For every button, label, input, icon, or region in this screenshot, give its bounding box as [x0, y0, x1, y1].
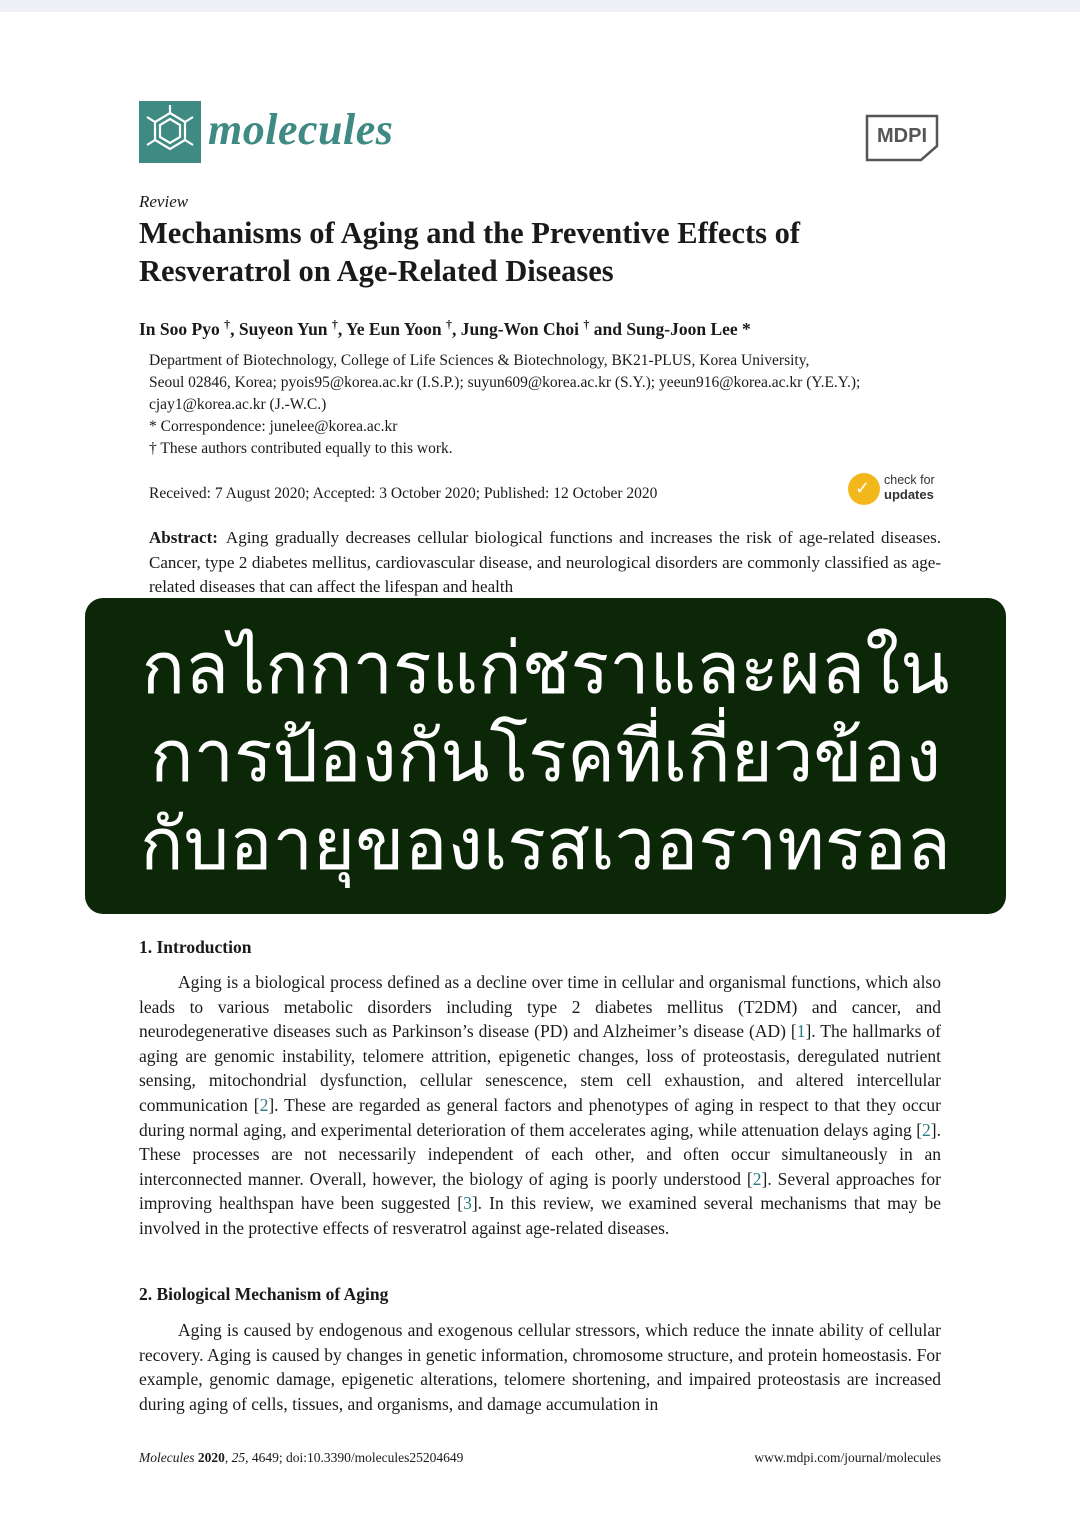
section-heading: 2. Biological Mechanism of Aging	[139, 1284, 389, 1304]
journal-logo-text: molecules	[208, 105, 394, 154]
molecules-logo-icon	[139, 101, 201, 163]
author-mark: †	[583, 317, 590, 331]
check-updates-line2: updates	[884, 487, 934, 502]
citation-link[interactable]: 2	[922, 1119, 931, 1140]
publication-dates: Received: 7 August 2020; Accepted: 3 October 2020; Published: 12 October 2020	[149, 485, 658, 502]
footer-doi: , 4649; doi:10.3390/molecules25204649	[245, 1450, 464, 1465]
author-name: Ye Eun Yoon	[346, 318, 442, 339]
author-name: Jung-Won Choi	[460, 318, 579, 339]
author-name: Suyeon Yun	[238, 318, 328, 339]
author-name: In Soo Pyo	[139, 318, 220, 339]
footer-year: 2020	[197, 1450, 225, 1465]
title-line: Mechanisms of Aging and the Preventive Effects of	[139, 216, 801, 250]
author-list: In Soo Pyo †, Suyeon Yun †, Ye Eun Yoon †, Jung-Won Choi † and Sung-Joon Lee *	[139, 317, 751, 339]
affiliation-line: cjay1@korea.ac.kr (J.-W.C.)	[149, 396, 327, 413]
paragraph-text: ]. The hallmarks of aging are genomic instability, telomere attrition, epigenetic changes, loss of proteostasis, deregulated nutrient sensing, mitochondrial dysfunction, cellular senescence, stem cell exhaustion, and altered intercellular communication [	[139, 1021, 941, 1115]
affiliation-line: Department of Biotechnology, College of Life Sciences & Biotechnology, BK21-PLUS, Korea University,	[149, 352, 810, 369]
check-icon: ✓	[848, 473, 880, 505]
footer-citation: Molecules 2020, 25, 4649; doi:10.3390/molecules25204649	[139, 1450, 464, 1465]
overlay-line: กลไกการแก่ชราและผลใน	[141, 626, 950, 710]
abstract	[149, 526, 941, 600]
paragraph-text: Aging is a biological process defined as a decline over time in cellular and organismal functions, which also leads to various metabolic disorders including type 2 diabetes mellitus (T2DM) and cancer, and neurodegenerative diseases such as Parkinson’s disease (PD) and Alzheimer’s disease (AD) [	[139, 972, 941, 1042]
footer-journal: Molecules	[139, 1450, 195, 1465]
article-type: Review	[139, 192, 189, 211]
mechanism-paragraph: Aging is caused by endogenous and exogenous cellular stressors, which reduce the innate ability of cellular recovery. Aging is caused by changes in genetic information, chromosome structure, and protein homeostasis. For example, genomic damage, epigenetic alterations, telomere shortening, and impaired proteostasis are increased during aging of cells, tissues, and organisms, and damage accumulation in	[139, 1320, 941, 1414]
affiliation-line: Seoul 02846, Korea; pyois95@korea.ac.kr (I.S.P.); suyun609@korea.ac.kr (S.Y.); yeeun916@korea.ac.kr (Y.E.Y.);	[149, 374, 861, 391]
thai-title-overlay	[85, 598, 1006, 914]
footer-volume: 25	[231, 1450, 246, 1465]
article-title	[139, 214, 959, 290]
equal-contribution-note: † These authors contributed equally to this work.	[149, 440, 453, 457]
author-mark: †	[224, 317, 231, 331]
paragraph-text: ]. These processes are not necessarily independent of each other, and often occur simultaneously in an interconnected manner. Overall, however, the biology of aging is poorly understood [	[139, 1119, 941, 1189]
citation-link[interactable]: 2	[259, 1094, 269, 1115]
mdpi-logo	[863, 112, 941, 162]
author-mark: †	[331, 317, 338, 331]
abstract-label: Abstract:	[149, 528, 218, 547]
check-updates-line1: check for	[884, 473, 935, 487]
mdpi-logo-text: MDPI	[877, 125, 927, 147]
paragraph-text: ]. Several approaches for improving healthspan have been suggested [	[139, 1168, 941, 1214]
author-name: Sung-Joon Lee	[626, 318, 738, 339]
introduction-paragraph	[139, 970, 941, 1241]
affiliation-block	[149, 350, 949, 460]
check-for-updates-badge[interactable]	[848, 471, 948, 507]
abstract-text: Aging gradually decreases cellular biological functions and increases the risk of age-related diseases. Cancer, type 2 diabetes mellitus, cardiovascular disease, and neurological disorders are commonly classified as age-related diseases that can affect the lifespan and health	[149, 528, 941, 596]
author-mark: †	[446, 317, 453, 331]
correspondence-line: * Correspondence: junelee@korea.ac.kr	[149, 418, 398, 435]
journal-url-link[interactable]: www.mdpi.com/journal/molecules	[754, 1450, 941, 1465]
author-mark: *	[742, 318, 751, 339]
paragraph-text: ]. In this review, we examined several mechanisms that may be involved in the protective effects of resveratrol against age-related diseases.	[139, 1193, 941, 1238]
citation-link[interactable]: 2	[752, 1168, 762, 1189]
title-line: Resveratrol on Age-Related Diseases	[139, 254, 614, 288]
paragraph-text: ]. These are regarded as general factors and phenotypes of aging in respect to that they occur during normal aging, and experimental deterioration of them accelerates aging, while attenuation delays aging [	[139, 1094, 941, 1140]
overlay-line: กับอายุของเรสเวอราทรอล	[140, 802, 951, 886]
section-heading: 1. Introduction	[139, 937, 252, 957]
overlay-line: การป้องกันโรคที่เกี่ยวข้อง	[149, 714, 941, 798]
citation-link[interactable]: 3	[463, 1193, 472, 1214]
top-bar	[0, 0, 1080, 12]
citation-link[interactable]: 1	[796, 1021, 806, 1042]
